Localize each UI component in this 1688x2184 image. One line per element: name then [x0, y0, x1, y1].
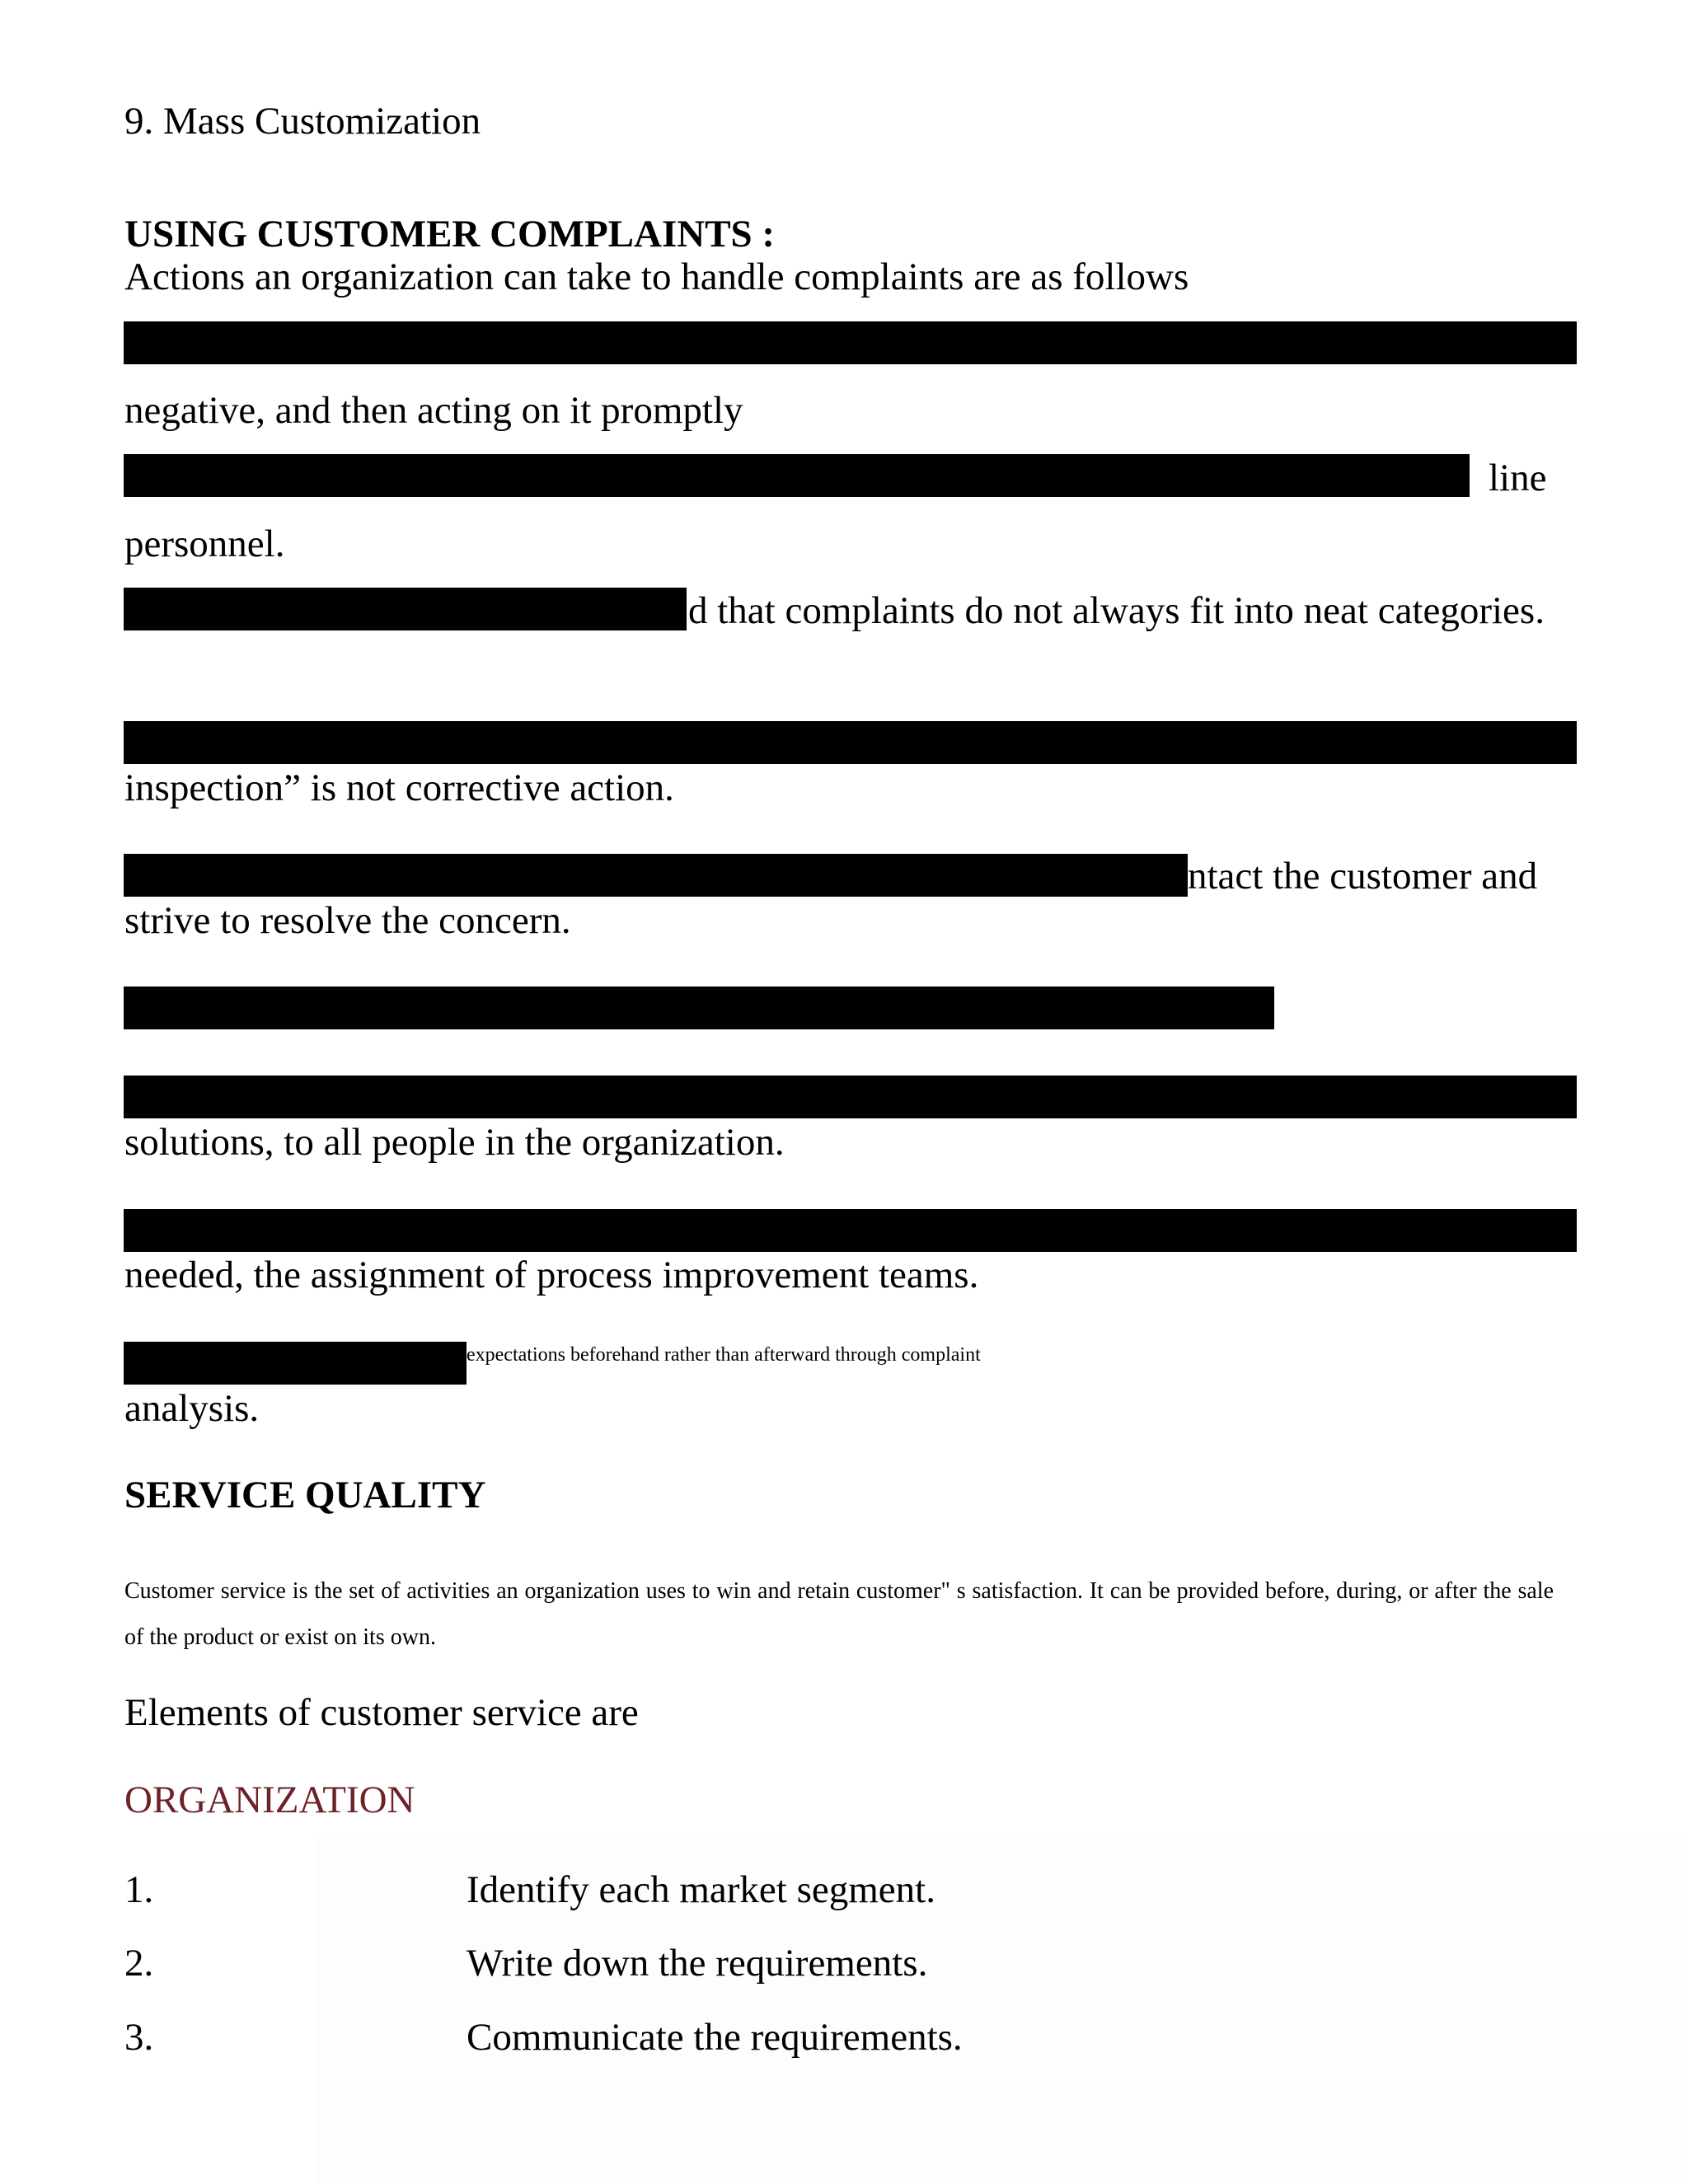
list-item-text: Write down the requirements.: [467, 1942, 928, 1985]
complaint-line: d that complaints do not always fit into neat categories.: [688, 589, 1545, 632]
redaction-bar: [124, 1209, 1577, 1252]
complaint-line: personnel.: [124, 523, 285, 565]
complaint-line: solutions, to all people in the organization.: [124, 1121, 785, 1164]
complaint-line: negative, and then acting on it promptly: [124, 389, 743, 432]
complaint-line: analysis.: [124, 1387, 260, 1430]
complaint-line: needed, the assignment of process improvement teams.: [124, 1254, 979, 1296]
redaction-bar: [124, 1076, 1577, 1118]
complaint-line-small: expectations beforehand rather than afterward through complaint: [467, 1344, 981, 1366]
list-item-text: Communicate the requirements.: [467, 2016, 963, 2059]
redaction-bar: [124, 321, 1577, 364]
complaint-line: strive to resolve the concern.: [124, 899, 571, 942]
service-quality-paragraph: Customer service is the set of activities an organization uses to win and retain customer" s satisfaction. It can be provided before, during, or after the sale of the product or exist on its own.: [124, 1578, 1554, 1650]
heading-mass-customization: 9. Mass Customization: [124, 100, 481, 143]
section-title-service-quality: SERVICE QUALITY: [124, 1474, 486, 1516]
section-title-complaints: USING CUSTOMER COMPLAINTS :: [124, 213, 776, 255]
redaction-bar: [124, 854, 1188, 897]
redaction-bar: [124, 721, 1577, 764]
list-item-text: Identify each market segment.: [467, 1868, 935, 1911]
complaint-line: ntact the customer and: [1188, 855, 1538, 898]
complaint-line: line: [1489, 457, 1547, 499]
elements-intro: Elements of customer service are: [124, 1691, 639, 1734]
redaction-bar: [124, 588, 687, 630]
redaction-bar: [124, 987, 1274, 1029]
list-item-number: 1.: [124, 1868, 154, 1911]
list-item-number: 2.: [124, 1942, 154, 1985]
complaint-line: inspection” is not corrective action.: [124, 766, 674, 809]
redaction-bar: [124, 454, 1470, 497]
organization-heading: ORGANIZATION: [124, 1779, 415, 1821]
list-item-number: 3.: [124, 2016, 154, 2059]
complaints-intro: Actions an organization can take to handle complaints are as follows: [124, 255, 1189, 298]
redaction-bar: [124, 1342, 467, 1385]
